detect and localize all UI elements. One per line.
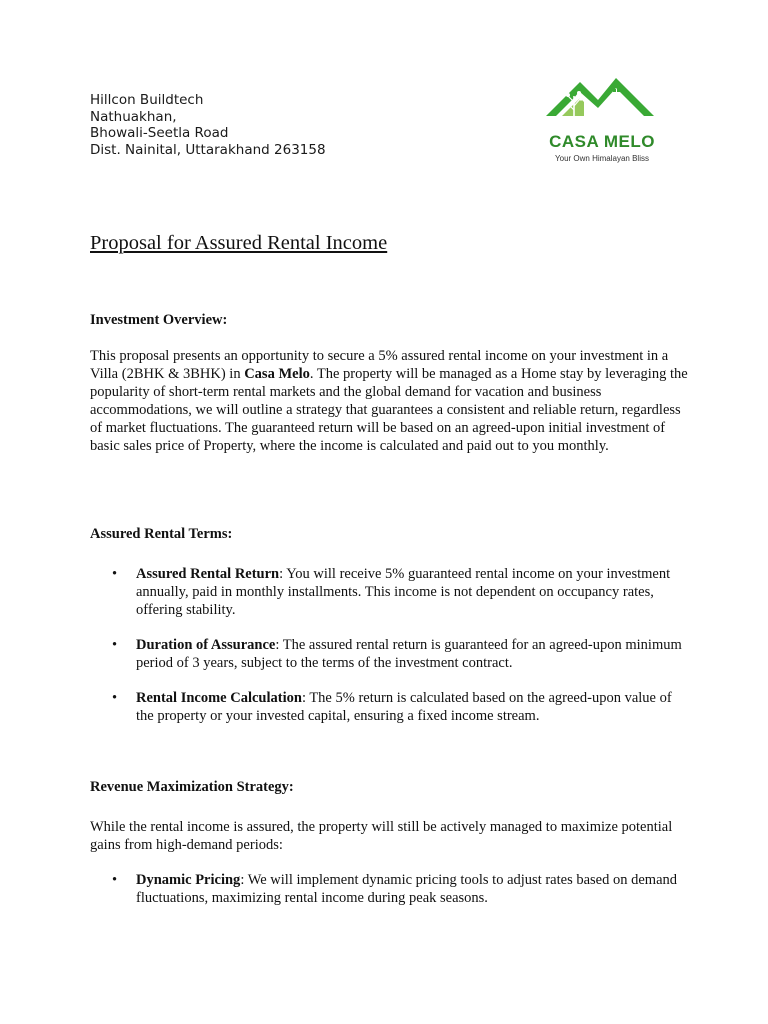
- term-label: Rental Income Calculation: [136, 690, 302, 706]
- term-text: : You will receive 5% guaranteed rental income on your investment annually, paid in monthly installments. This income is not dependent on occupancy rates, offering stability.: [136, 566, 671, 618]
- logo-name: CASA MELO: [549, 132, 655, 151]
- revenue-intro: While the rental income is assured, the property will still be actively managed to maximize potential gains from high-demand periods:: [90, 819, 673, 853]
- address-line-3: Bhowali-Seetla Road: [90, 125, 229, 141]
- list-item: [90, 636, 690, 672]
- list-item: [90, 565, 690, 619]
- term-label: Duration of Assurance: [136, 637, 276, 653]
- strategy-text: : We will implement dynamic pricing tools to adjust rates based on demand fluctuations, maximizing rental income during peak seasons.: [136, 872, 678, 906]
- casa-melo-logo: [538, 72, 666, 168]
- overview-heading: Investment Overview:: [90, 312, 228, 328]
- term-label: Assured Rental Return: [136, 566, 280, 582]
- bullet-marker: •: [112, 637, 118, 653]
- overview-text-before: This proposal presents an opportunity to secure a 5% assured rental income on your investment in a Villa (2BHK & 3BHK) in: [90, 348, 669, 382]
- term-text: : The assured rental return is guaranteed for an agreed-upon minimum period of 3 years, subject to the terms of the investment contract.: [136, 637, 682, 671]
- bullet-marker: •: [112, 690, 118, 706]
- overview-bold-name: Casa Melo: [244, 366, 310, 382]
- term-text: : The 5% return is calculated based on the agreed-upon value of the property or your invested capital, ensuring a fixed income stream.: [136, 690, 672, 724]
- list-item: [90, 871, 690, 907]
- overview-text-after: . The property will be managed as a Home stay by leveraging the popularity of short-term rental markets and the global demand for vacation and business accommodations, we will outline a strategy that guarantees a consistent and reliable return, regardless of market fluctuations. The guaranteed return will be based on an agreed-upon initial investment of basic sales price of Property, where the income is calculated and paid out to you monthly.: [90, 366, 688, 454]
- sender-address: [90, 92, 326, 158]
- overview-paragraph: [90, 347, 690, 455]
- address-line-2: Nathuakhan,: [90, 108, 177, 125]
- list-item: [90, 689, 690, 725]
- address-line-1: Hillcon Buildtech: [90, 92, 204, 108]
- bullet-marker: •: [112, 566, 118, 582]
- logo-tagline: Your Own Himalayan Bliss: [555, 154, 649, 163]
- strategy-label: Dynamic Pricing: [136, 872, 241, 888]
- address-line-4: Dist. Nainital, Uttarakhand 263158: [90, 141, 326, 158]
- bullet-marker: •: [112, 872, 118, 888]
- revenue-heading: Revenue Maximization Strategy:: [90, 779, 294, 795]
- document-title: Proposal for Assured Rental Income: [90, 232, 388, 254]
- terms-heading: Assured Rental Terms:: [90, 526, 233, 542]
- house-mountain-logo-icon: [544, 72, 660, 130]
